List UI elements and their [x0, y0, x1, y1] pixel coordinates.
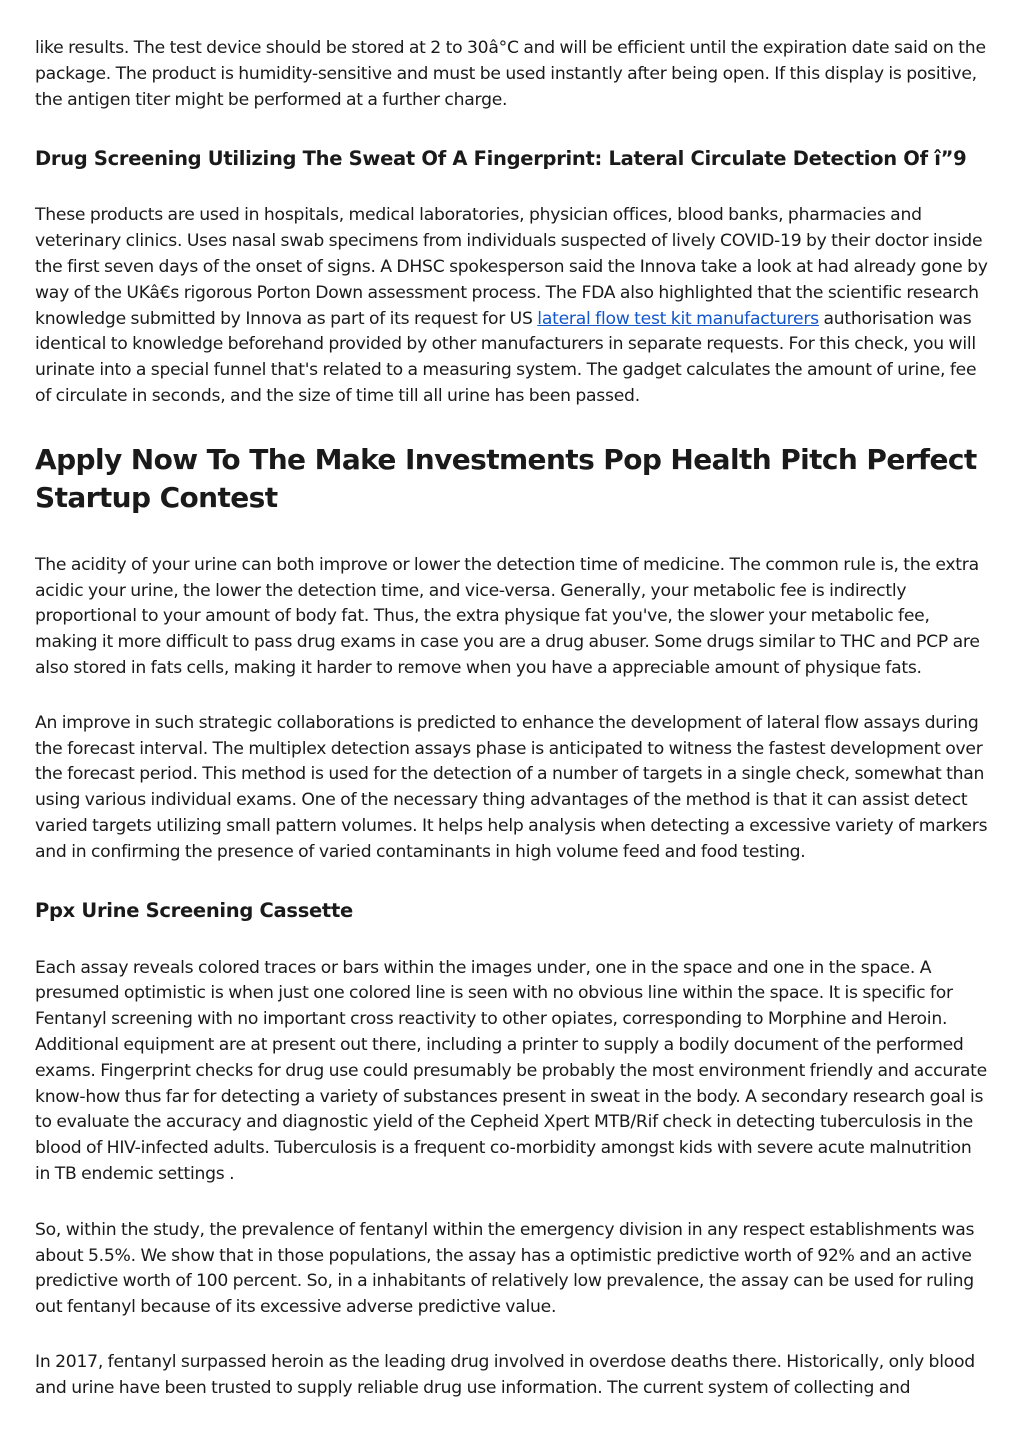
heading-drug-screening: Drug Screening Utilizing The Sweat Of A Fingerprint: Lateral Circulate Detection Of î”9: [35, 147, 967, 171]
heading-ppx-cassette: Ppx Urine Screening Cassette: [35, 898, 353, 922]
paragraph-products-text-after: authorisation was identical to knowledge beforehand provided by other manufacturers in separate requests. For this check, you will urinate into a special funnel that's related to a measuring system. The gadget calculates the amount of urine, fee of circulate in seconds, and the size of time till all urine has been passed.: [35, 308, 977, 406]
document-page: [35, 36, 990, 1401]
paragraph-acidity: The acidity of your urine can both improve or lower the detection time of medicine. The common rule is, the extra acidic your urine, the lower the detection time, and vice-versa. Generally, your metabolic fee is indirectly proportional to your amount of body fat. Thus, the extra physique fat you've, the slower your metabolic fee, making it more difficult to pass drug exams in case you are a drug abuser. Some drugs similar to THC and PCP are also stored in fats cells, making it harder to remove when you have a appreciable amount of physique fats.: [35, 554, 980, 678]
paragraph-collaborations: An improve in such strategic collaborations is predicted to enhance the development of lateral flow assays during the forecast interval. The multiplex detection assays phase is anticipated to witness the fastest development over the forecast period. This method is used for the detection of a number of targets in a single check, somewhat than using various individual exams. One of the necessary thing advantages of the method is that it can assist detect varied targets utilizing small pattern volumes. It helps help analysis when detecting a excessive variety of markers and in confirming the presence of varied contaminants in high volume feed and food testing.: [35, 712, 988, 862]
paragraph-intro: like results. The test device should be stored at 2 to 30â°C and will be efficient until the expiration date said on the package. The product is humidity-sensitive and must be used instantly after being open. If this display is positive, the antigen titer might be performed at a further charge.: [35, 38, 986, 110]
lateral-flow-link[interactable]: lateral flow test kit manufacturers: [537, 308, 819, 329]
heading-apply-now: Apply Now To The Make Investments Pop Health Pitch Perfect Startup Contest: [35, 442, 977, 514]
paragraph-products: [35, 203, 990, 409]
paragraph-assay: Each assay reveals colored traces or bars within the images under, one in the space and one in the space. A presumed optimistic is when just one colored line is seen with no obvious line within the space. It is specific for Fentanyl screening with no important cross reactivity to other opiates, corresponding to Morphine and Heroin. Additional equipment are at present out there, including a printer to supply a bodily document of the performed exams. Fingerprint checks for drug use could presumably be probably the most environment friendly and accurate know-how thus far for detecting a variety of substances present in sweat in the body. A secondary research goal is to evaluate the accuracy and diagnostic yield of the Cepheid Xpert MTB/Rif check in detecting tuberculosis in the blood of HIV-infected adults. Tuberculosis is a frequent co-morbidity amongst kids with severe acute malnutrition in TB endemic settings .: [35, 957, 987, 1184]
paragraph-prevalence: So, within the study, the prevalence of fentanyl within the emergency division in any respect establishments was about 5.5%. We show that in those populations, the assay has a optimistic predictive worth of 92% and an active predictive worth of 100 percent. So, in a inhabitants of relatively low prevalence, the assay can be used for ruling out fentanyl because of its excessive adverse predictive value.: [35, 1219, 975, 1318]
paragraph-2017: In 2017, fentanyl surpassed heroin as the leading drug involved in overdose deaths there. Historically, only blood and urine have been trusted to supply reliable drug use information. The current system of collecting and: [35, 1351, 975, 1398]
paragraph-products-text-before: These products are used in hospitals, medical laboratories, physician offices, blood banks, pharmacies and veterinary clinics. Uses nasal swab specimens from individuals suspected of lively COVID-19 by their doctor inside the first seven days of the onset of signs. A DHSC spokesperson said the Innova take a look at had already gone by way of the UKâ€s rigorous Porton Down assessment process. The FDA also highlighted that the scientific research knowledge submitted by Innova as part of its request for US: [35, 205, 988, 329]
